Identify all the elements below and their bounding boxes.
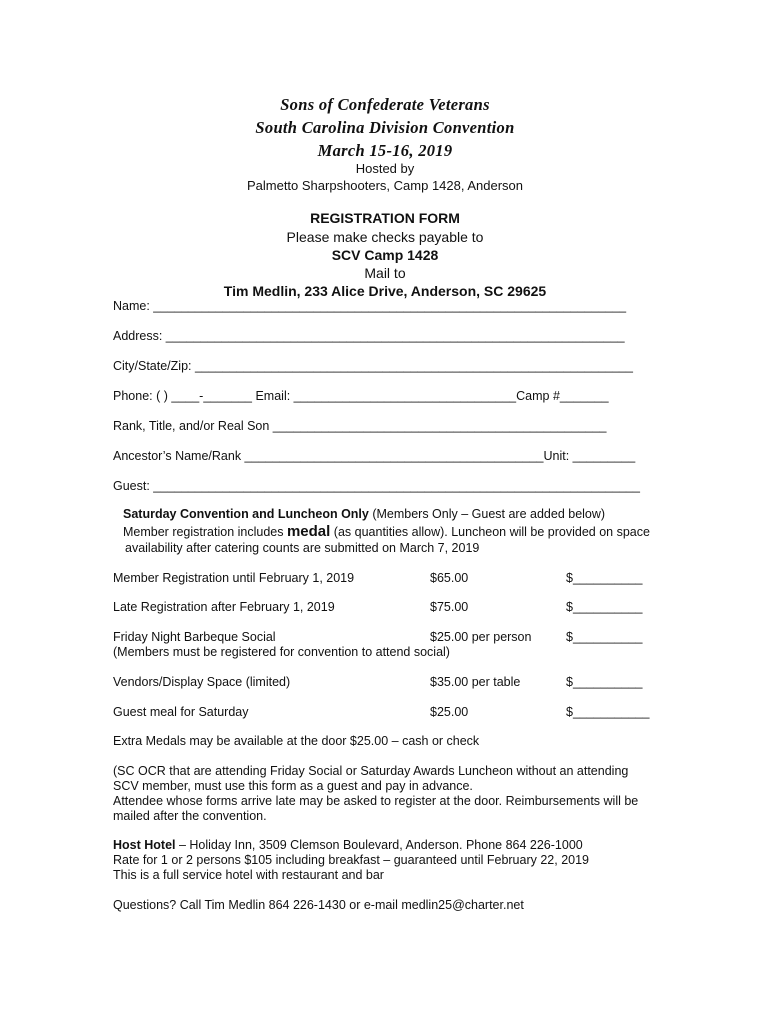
host-hotel-line1 <box>113 838 583 852</box>
fee-price: $35.00 per table <box>430 675 521 689</box>
saturday-availability: availability after catering counts are submitted on March 7, 2019 <box>125 541 480 555</box>
host-hotel-label: Host Hotel <box>113 838 176 852</box>
fee-note: (Members must be registered for convention to attend social) <box>113 645 450 659</box>
fee-amount-blank[interactable]: $__________ <box>566 630 643 644</box>
phone-email-camp-field[interactable]: Phone: ( ) ____-_______ Email: ________________________________Camp #_______ <box>113 389 609 403</box>
fee-amount-blank[interactable]: $___________ <box>566 705 650 719</box>
extra-medals-note: Extra Medals may be available at the door $25.00 – cash or check <box>113 734 480 748</box>
saturday-medal-line <box>123 523 650 540</box>
host-hotel-rate: Rate for 1 or 2 persons $105 including breakfast – guaranteed until February 22, 2019 <box>113 853 590 867</box>
saturday-medal-post: (as quantities allow). Luncheon will be provided on space <box>330 525 650 539</box>
fee-label: Friday Night Barbeque Social <box>113 630 276 644</box>
ancestor-unit-field[interactable]: Ancestor’s Name/Rank ___________________________________________Unit: _________ <box>113 449 636 463</box>
saturday-heading <box>123 507 605 521</box>
fee-price: $65.00 <box>430 571 469 585</box>
host-hotel-details: – Holiday Inn, 3509 Clemson Boulevard, Anderson. Phone 864 226-1000 <box>175 838 583 852</box>
mailing-address: Tim Medlin, 233 Alice Drive, Anderson, SC 29625 <box>223 283 547 299</box>
saturday-medal-pre: Member registration includes <box>123 525 287 539</box>
fee-label: Guest meal for Saturday <box>113 705 249 719</box>
header-date: March 15-16, 2019 <box>317 141 453 160</box>
rank-title-field[interactable]: Rank, Title, and/or Real Son ________________________________________________ <box>113 419 607 433</box>
fee-price: $25.00 <box>430 705 469 719</box>
mail-to-label: Mail to <box>364 265 406 281</box>
fee-amount-blank[interactable]: $__________ <box>566 600 643 614</box>
fee-price: $75.00 <box>430 600 469 614</box>
fee-amount-blank[interactable]: $__________ <box>566 675 643 689</box>
hosted-by-label: Hosted by <box>355 161 415 176</box>
saturday-heading-rest: (Members Only – Guest are added below) <box>368 507 606 521</box>
host-hotel-info: This is a full service hotel with restaurant and bar <box>113 868 384 882</box>
late-note-line2: mailed after the convention. <box>113 809 267 823</box>
guest-field[interactable]: Guest: ______________________________________________________________________ <box>113 479 640 493</box>
ocr-note-line1: (SC OCR that are attending Friday Social or Saturday Awards Luncheon without an attending <box>113 764 629 778</box>
payee: SCV Camp 1428 <box>331 247 439 263</box>
host-camp: Palmetto Sharpshooters, Camp 1428, Anderson <box>246 178 524 193</box>
form-title: REGISTRATION FORM <box>310 210 460 226</box>
fee-amount-blank[interactable]: $__________ <box>566 571 643 585</box>
fee-label: Late Registration after February 1, 2019 <box>113 600 335 614</box>
address-field[interactable]: Address: __________________________________________________________________ <box>113 329 625 343</box>
header-org-name: Sons of Confederate Veterans <box>280 95 490 114</box>
checks-payable-label: Please make checks payable to <box>286 229 484 245</box>
late-note-line1: Attendee whose forms arrive late may be asked to register at the door. Reimbursements will be <box>113 794 639 808</box>
fee-price: $25.00 per person <box>430 630 532 644</box>
name-field[interactable]: Name: ____________________________________________________________________ <box>113 299 627 313</box>
saturday-heading-bold: Saturday Convention and Luncheon Only <box>123 507 369 521</box>
questions-contact: Questions? Call Tim Medlin 864 226-1430 or e-mail medlin25@charter.net <box>113 898 524 912</box>
city-state-zip-field[interactable]: City/State/Zip: _______________________________________________________________ <box>113 359 633 373</box>
ocr-note-line2: SCV member, must use this form as a guest and pay in advance. <box>113 779 473 793</box>
medal-word: medal <box>286 523 331 540</box>
fee-label: Member Registration until February 1, 2019 <box>113 571 355 585</box>
header-convention-name: South Carolina Division Convention <box>255 118 515 137</box>
fee-label: Vendors/Display Space (limited) <box>113 675 291 689</box>
